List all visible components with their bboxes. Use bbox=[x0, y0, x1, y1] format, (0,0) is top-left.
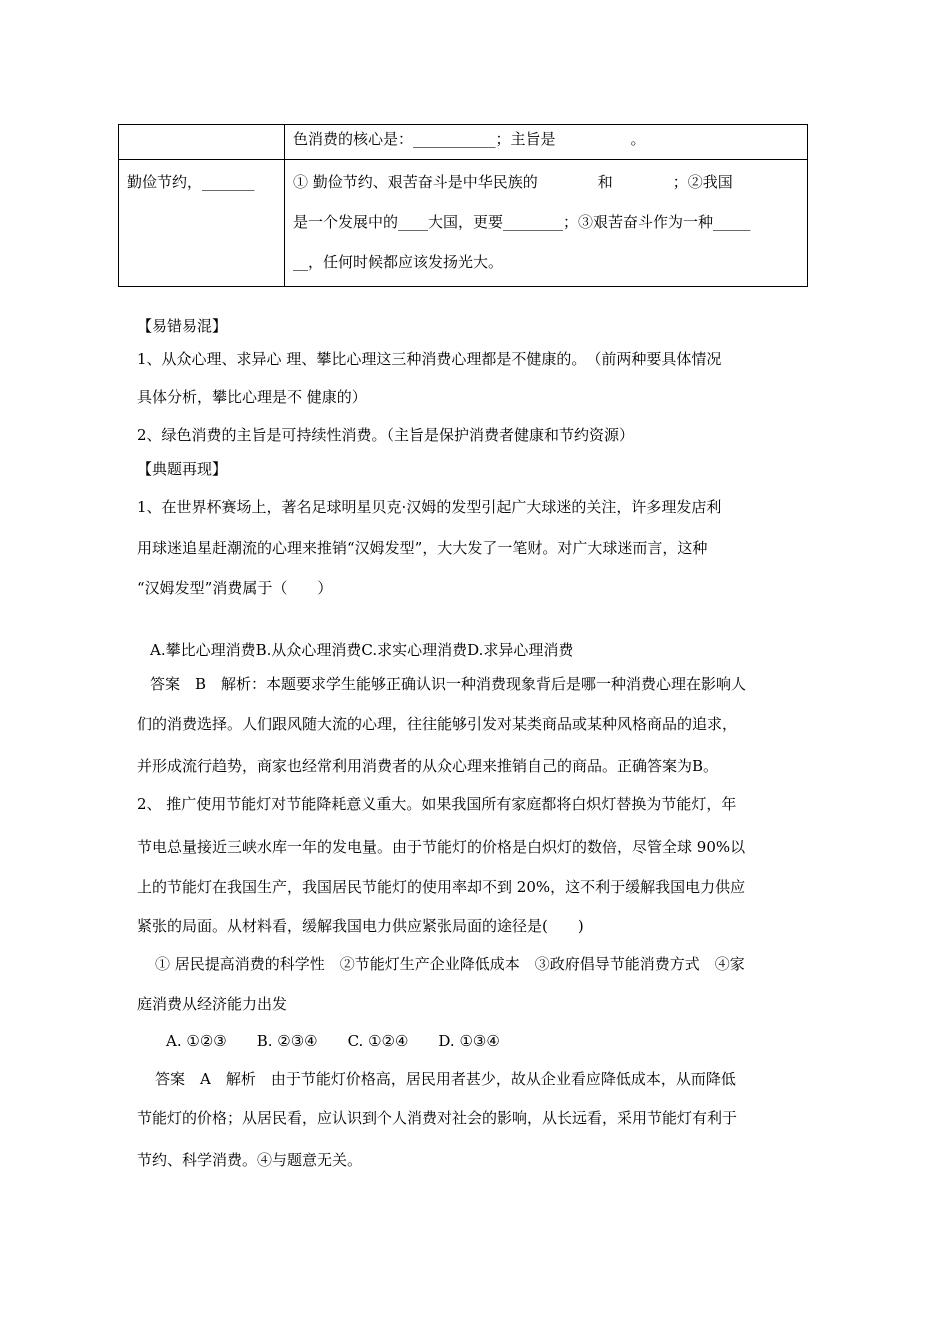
answer-line: 节能灯的价格；从居民看，应认识到个人消费对社会的影响，从长远看，采用节能灯有利于 bbox=[137, 1109, 738, 1127]
question-line: 紧张的局面。从材料看，缓解我国电力供应紧张局面的途径是( ) bbox=[137, 917, 584, 935]
table-text-line: ① 勤俭节约、艰苦奋斗是中华民族的 和 ；②我国 bbox=[293, 173, 733, 191]
question-line: 用球迷追星赶潮流的心理来推销“汉姆发型”，大大发了一笔财。对广大球迷而言，这种 bbox=[137, 539, 708, 557]
table-cell bbox=[285, 160, 808, 287]
answer-line: 们的消费选择。人们跟风随大流的心理，往往能够引发对某类商品或某种风格商品的追求， bbox=[137, 715, 738, 733]
table-text-line: __，任何时候都应该发扬光大。 bbox=[293, 253, 504, 271]
question-line: “汉姆发型”消费属于（ ） bbox=[137, 579, 333, 597]
table-cell bbox=[119, 125, 285, 160]
answer-line: 答案 B 解析：本题要求学生能够正确认识一种消费现象背后是哪一种消费心理在影响人 bbox=[150, 675, 747, 693]
question-line: 1、在世界杯赛场上，著名足球明星贝克·汉姆的发型引起广大球迷的关注，许多理发店利 bbox=[137, 498, 722, 516]
knowledge-table bbox=[118, 124, 808, 287]
answer-line: 并形成流行趋势，商家也经常利用消费者的从众心理来推销自己的商品。正确答案为B。 bbox=[137, 757, 719, 775]
table-row bbox=[119, 160, 808, 287]
frugal-title: 勤俭节约，_______ bbox=[127, 173, 255, 191]
question-line: 上的节能灯在我国生产，我国居民节能灯的使用率却不到 20%，这不利于缓解我国电力供应 bbox=[137, 878, 746, 896]
answer-line: 节约、科学消费。④与题意无关。 bbox=[137, 1151, 363, 1169]
q2-options: A. ①②③ B. ②③④ C. ①②④ D. ①③④ bbox=[166, 1032, 500, 1050]
mistakes-heading: 【易错易混】 bbox=[137, 317, 228, 335]
mistake-line: 1、从众心理、求异心 理、攀比心理这三种消费心理都是不健康的。 （前两种要具体情况 bbox=[137, 350, 722, 368]
table-cell bbox=[285, 125, 808, 160]
q1-options: A.攀比心理消费B.从众心理消费C.求实心理消费D.求异心理消费 bbox=[150, 641, 574, 659]
mistake-line: 2、绿色消费的主旨是可持续性消费。（主旨是保护消费者健康和节约资源） bbox=[137, 426, 635, 444]
table-row bbox=[119, 125, 808, 160]
question-line: 节电总量接近三峡水库一年的发电量。由于节能灯的价格是白炽灯的数倍，尽管全球 90%以 bbox=[137, 838, 746, 856]
mistake-line: 具体分析，攀比心理是不 健康的） bbox=[137, 388, 367, 406]
q2-item-line: ① 居民提高消费的科学性 ②节能灯生产企业降低成本 ③政府倡导节能消费方式 ④家 bbox=[155, 955, 745, 973]
table-cell bbox=[119, 160, 285, 287]
green-consumption-core-text: 色消费的核心是：___________；主旨是 。 bbox=[293, 130, 646, 148]
examples-heading: 【典题再现】 bbox=[137, 460, 228, 478]
answer-line: 答案 A 解析 由于节能灯价格高，居民用者甚少，故从企业看应降低成本，从而降低 bbox=[155, 1070, 736, 1088]
question-line: 2、 推广使用节能灯对节能降耗意义重大。如果我国所有家庭都将白炽灯替换为节能灯，年 bbox=[137, 795, 737, 813]
table-text-line: 是一个发展中的____大国，更要________；③艰苦奋斗作为一种_____ bbox=[293, 213, 751, 231]
q2-item-line: 庭消费从经济能力出发 bbox=[137, 995, 288, 1013]
